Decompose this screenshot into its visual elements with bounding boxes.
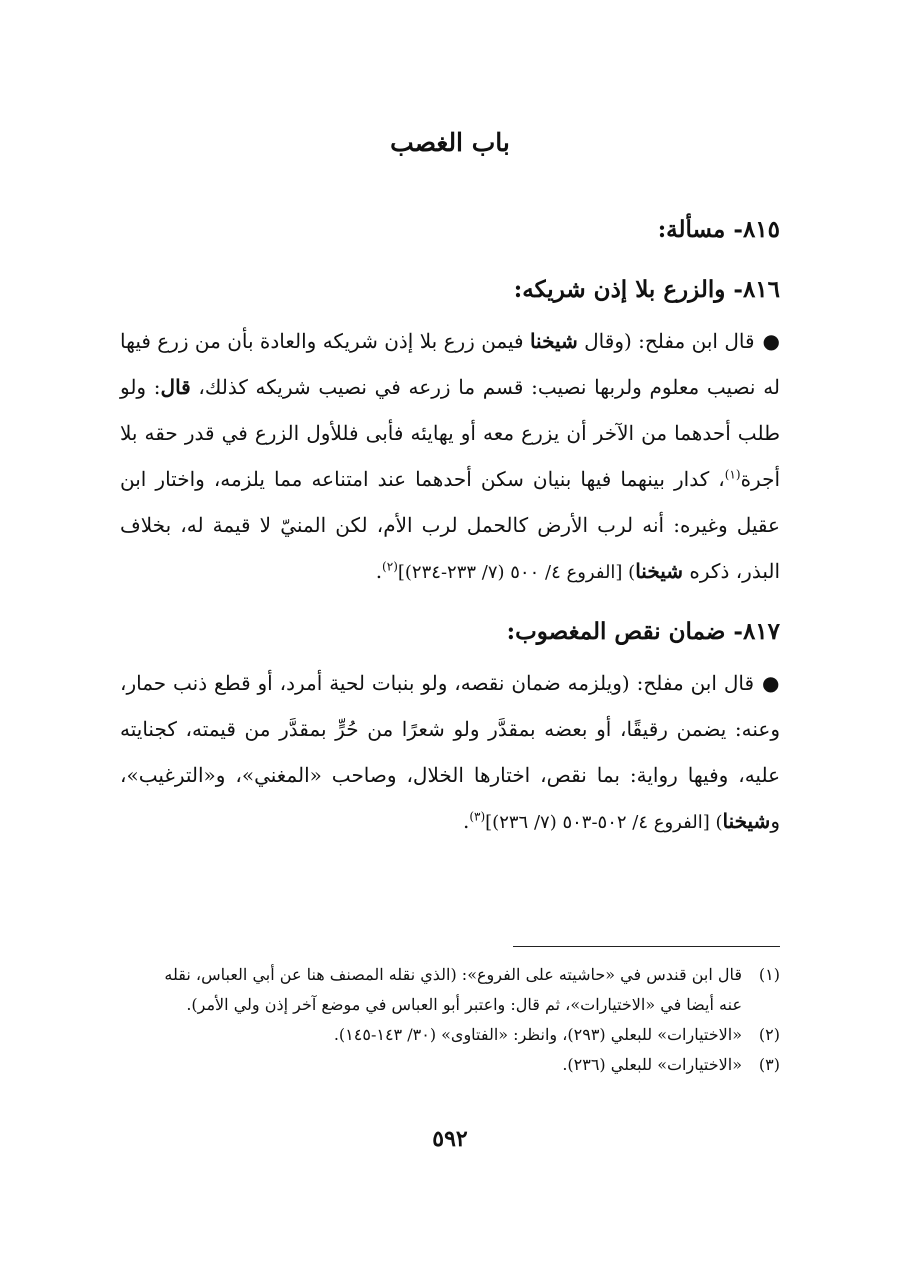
issue-title: ضمان نقص المغصوب: (506, 618, 726, 645)
footnote-number: (١) (758, 965, 780, 984)
footnote-1 (120, 960, 780, 990)
footnote-ref-3[interactable]: (٣) (469, 809, 486, 824)
footnote-ref-1[interactable]: (١) (724, 467, 741, 482)
text-run: . (462, 809, 470, 833)
text-run: قال ابن مفلح: (وقال (577, 329, 755, 353)
issue-number: ٨١٦- (733, 276, 780, 303)
footnote-ref-2[interactable]: (٢) (382, 559, 398, 574)
source-reference: ) [الفروع ٤/ ٥٠٢-٥٠٣ (٧/ ٢٣٦)] (485, 812, 723, 833)
page-number: ٥٩٢ (432, 1126, 468, 1152)
footnote-text: «الاختيارات» للبعلي (٢٩٣)، وانظر: «الفتاوى» (٣٠/ ١٤٣-١٤٥). (333, 1025, 742, 1044)
footnote-1-continued: عنه أيضا في «الاختيارات»، ثم قال: واعتبر أبو العباس في موضع آخر إذن ولي الأمر). (186, 995, 742, 1014)
bold-term: شيخنا (635, 559, 684, 583)
paragraph-816 (120, 318, 780, 596)
text-run: قال ابن مفلح: (ويلزمه ضمان نقصه، ولو بنبات لحية أمرد، أو قطع ذنب حمار، وعنه: يضمن رقيقًا، أو بعضه بمقدَّر ولو شعرًا من حُرٍّ بمقدَّر من قيمته، كجنايته عليه، وفيها رواية: بما نقص، اختارها الخلال، وصاحب «المغني»، و«الترغيب»، و (120, 671, 780, 833)
bullet-icon: ● (762, 671, 781, 695)
chapter-title: باب الغصب (390, 128, 510, 157)
bold-term: قال (160, 375, 191, 399)
bullet-icon: ● (762, 329, 780, 353)
text-run: ، كدار بينهما فيها بنيان سكن أحدهما عند امتناعه مما يلزمه، واختار ابن عقيل وغيره: أنه لرب الأرض كالحمل لرب الأم، لكن المنيّ لا قيمة له، بخلاف البذر، ذكره (120, 467, 780, 583)
text-run: : ولو طلب أحدهما من الآخر أن يزرع معه أو يهايئه فأبى فللأول الزرع في قدر حقه بلا أجرة (120, 375, 780, 491)
footnotes (120, 960, 780, 1080)
footnote-number: (٣) (758, 1055, 780, 1074)
footnote-number: (٢) (758, 1025, 780, 1044)
main-text (120, 208, 780, 846)
footnote-3 (120, 1050, 780, 1080)
text-run: . (375, 559, 383, 583)
issue-heading-815 (120, 208, 780, 252)
issue-number: ٨١٥- (733, 216, 780, 243)
footnote-divider (513, 946, 780, 947)
footnote-text: «الاختيارات» للبعلي (٢٣٦). (562, 1055, 742, 1074)
issue-number: ٨١٧- (733, 618, 780, 645)
footnote-text: قال ابن قندس في «حاشيته على الفروع»: (الذي نقله المصنف هنا عن أبي العباس، نقله (164, 965, 742, 984)
issue-title: مسألة: (657, 216, 726, 243)
paragraph-817 (120, 660, 780, 846)
footnote-2 (120, 1020, 780, 1050)
issue-heading-817 (120, 610, 780, 654)
bold-term: شيخنا (529, 329, 578, 353)
text-run: فيمن زرع بلا إذن شريكه والعادة بأن من زرع فيها له نصيب معلوم ولربها نصيب: قسم ما زرعه في نصيب شريكه كذلك، (120, 329, 781, 399)
source-reference: ) [الفروع ٤/ ٥٠٠ (٧/ ٢٣٣-٢٣٤)] (397, 562, 636, 583)
issue-heading-816 (120, 268, 780, 312)
bold-term: شيخنا (722, 809, 771, 833)
issue-title: والزرع بلا إذن شريكه: (513, 276, 726, 303)
